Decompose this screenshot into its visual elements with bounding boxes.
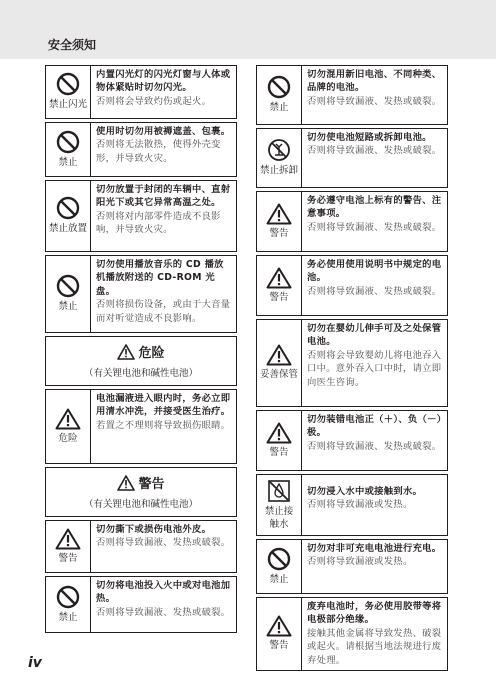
symbol-cell (257, 66, 302, 124)
row-body: 接触其他金属将导致发热、破裂或起火。请根据当地法规进行废弃处理。 (307, 627, 442, 666)
row-body: 否则将导致漏液、发热或破裂。 (96, 537, 231, 549)
row-body: 否则将导致漏液、发热或破裂。 (307, 221, 442, 233)
symbol-label: 警告 (58, 552, 78, 564)
row-title: 切勿将电池投入火中或对电池加热。 (96, 580, 231, 605)
symbol-label: 警告 (269, 446, 289, 458)
symbol-cell (46, 181, 91, 251)
symbol-label: 警告 (269, 640, 289, 652)
warning-icon (55, 528, 81, 550)
row-body: 否则将导致漏液或发热。 (307, 499, 413, 511)
warning-row (45, 255, 237, 333)
warning-row (256, 319, 448, 407)
warning-icon (266, 344, 292, 366)
row-title: 切勿放置于封闭的车辆中、直射阳光下或其它异常高温之处。 (96, 184, 231, 209)
symbol-label: 禁止 (269, 102, 289, 114)
symbol-label: 禁止 (58, 301, 78, 313)
prohibition-icon (56, 130, 80, 154)
row-title: 电池漏液进入眼内时，务必立即用清水冲洗，并接受医生治疗。 (96, 393, 231, 418)
symbol-label: 禁止 (58, 156, 78, 168)
row-title: 务必使用使用说明书中规定的电池。 (307, 259, 442, 284)
row-body: 否则将对内部零件造成不良影响，并导致火灾。 (96, 210, 221, 236)
symbol-label: 禁止 (58, 611, 78, 623)
page-title: 安全须知 (48, 38, 97, 52)
warning-icon (266, 267, 292, 289)
row-title: 切勿浸入水中或接触到水。 (307, 486, 423, 497)
row-text (91, 390, 236, 463)
row-body: 否则将导致漏液、发热或破裂。 (307, 285, 442, 297)
prohibition-icon (56, 196, 80, 220)
row-text (91, 123, 236, 176)
row-title: 切勿使用播放音乐的 CD 播放机播放附送的 CD-ROM 光盘。 (96, 259, 224, 297)
section-title: 警告 (138, 477, 165, 492)
warning-icon (266, 203, 292, 225)
warning-icon (117, 475, 135, 491)
row-body: 否则将导致漏液、发热或破裂。 (307, 145, 442, 157)
row-title: 切勿混用新旧电池、不同种类、品牌的电池。 (307, 69, 442, 94)
symbol-label: 警告 (269, 291, 289, 303)
prohibition-icon (56, 72, 80, 96)
no-disassembly-icon (267, 138, 291, 162)
danger-section-header (45, 336, 237, 386)
section-title: 危险 (138, 346, 165, 361)
page-number: iv (28, 655, 42, 671)
row-title: 务必遵守电池上标有的警告、注意事项。 (307, 195, 442, 220)
row-body: 否则将无法散热，使得外壳变形，并导致火灾。 (96, 139, 221, 164)
row-title: 使用时切勿用被褥遮盖、包裹。 (96, 126, 231, 137)
symbol-label: 禁止闪光 (48, 99, 87, 111)
warning-row (45, 389, 237, 464)
row-title: 切勿使电池短路或拆卸电池。 (307, 132, 432, 143)
symbol-cell (46, 256, 91, 332)
warning-row (45, 122, 237, 177)
symbol-label: 禁止放置 (48, 223, 87, 235)
row-body: 否则将损伤设备，或由于大音量而对听觉造成不良影响。 (96, 299, 231, 324)
row-title: 切勿在婴幼儿伸手可及之处保管电池。 (307, 323, 442, 348)
symbol-cell (257, 411, 302, 470)
row-text (91, 577, 236, 632)
symbol-cell (257, 598, 302, 670)
symbol-label: 禁止接触水 (264, 506, 294, 530)
row-text (302, 256, 447, 315)
row-text (302, 129, 447, 187)
row-text (302, 320, 447, 406)
symbol-cell (46, 66, 91, 118)
row-text (302, 598, 447, 670)
symbol-cell (257, 192, 302, 251)
row-body: 否则将导致漏液或发热。 (307, 556, 413, 568)
symbol-cell (257, 129, 302, 187)
warning-row (45, 520, 237, 573)
row-title: 内置闪光灯的闪光灯窗与人体或物体紧贴时切勿闪光。 (96, 69, 231, 94)
warning-section-header (45, 467, 237, 517)
row-text (91, 521, 236, 572)
warning-row (45, 65, 237, 119)
warning-icon (117, 344, 135, 360)
symbol-cell (257, 475, 302, 535)
warning-row (256, 410, 448, 471)
row-title: 切勿装错电池正（＋）、负（－）极。 (307, 414, 442, 439)
row-body: 否则将会导致婴幼儿将电池吞入口中。意外吞入口中时，请立即向医生咨询。 (307, 349, 442, 388)
symbol-cell (257, 256, 302, 315)
prohibition-icon (267, 547, 291, 571)
row-body: 否则将导致漏液、发热或破裂。 (307, 440, 442, 452)
symbol-label: 禁止拆卸 (259, 165, 298, 177)
row-text (302, 192, 447, 251)
right-column (256, 65, 448, 674)
row-title: 切勿对非可充电电池进行充电。 (307, 543, 442, 554)
row-text (302, 66, 447, 124)
warning-row (45, 576, 237, 633)
symbol-label: 妥善保管 (259, 369, 298, 381)
warning-row (256, 191, 448, 252)
symbol-cell (46, 123, 91, 176)
row-text (302, 475, 447, 535)
row-text (302, 411, 447, 470)
warning-icon (266, 615, 292, 637)
warning-row (256, 539, 448, 594)
symbol-label: 禁止 (269, 573, 289, 585)
row-body: 否则将导致漏液、发热或破裂。 (307, 95, 442, 107)
warning-row (256, 255, 448, 316)
warning-row (256, 128, 448, 188)
row-body: 否则将导致漏液、发热或破裂。 (96, 606, 231, 618)
warning-icon (266, 422, 292, 444)
section-subtitle: （有关锂电池和碱性电池） (83, 499, 198, 510)
row-text (91, 66, 236, 118)
warning-row (45, 180, 237, 252)
prohibition-icon (56, 585, 80, 609)
row-title: 废弃电池时，务必使用胶带等将电极部分绝缘。 (307, 601, 442, 626)
row-title: 切勿撕下或损伤电池外皮。 (96, 524, 212, 535)
symbol-cell (46, 577, 91, 632)
symbol-cell (46, 390, 91, 463)
symbol-cell (46, 521, 91, 572)
warning-icon (55, 408, 81, 430)
warning-row (256, 65, 448, 125)
symbol-cell (257, 540, 302, 593)
symbol-label: 警告 (269, 227, 289, 239)
section-subtitle: （有关锂电池和碱性电池） (83, 368, 198, 379)
symbol-label: 危险 (58, 432, 78, 444)
row-text (91, 256, 236, 332)
warning-row (256, 474, 448, 536)
row-text (302, 540, 447, 593)
row-text (91, 181, 236, 251)
row-body: 若置之不理则将导致损伤眼睛。 (96, 419, 231, 431)
symbol-cell (257, 320, 302, 406)
prohibition-icon (56, 274, 80, 298)
left-column (45, 65, 237, 636)
warning-row (256, 597, 448, 671)
row-body: 否则将会导致灼伤或起火。 (96, 95, 212, 107)
no-water-contact-icon (267, 479, 291, 503)
prohibition-icon (267, 75, 291, 99)
